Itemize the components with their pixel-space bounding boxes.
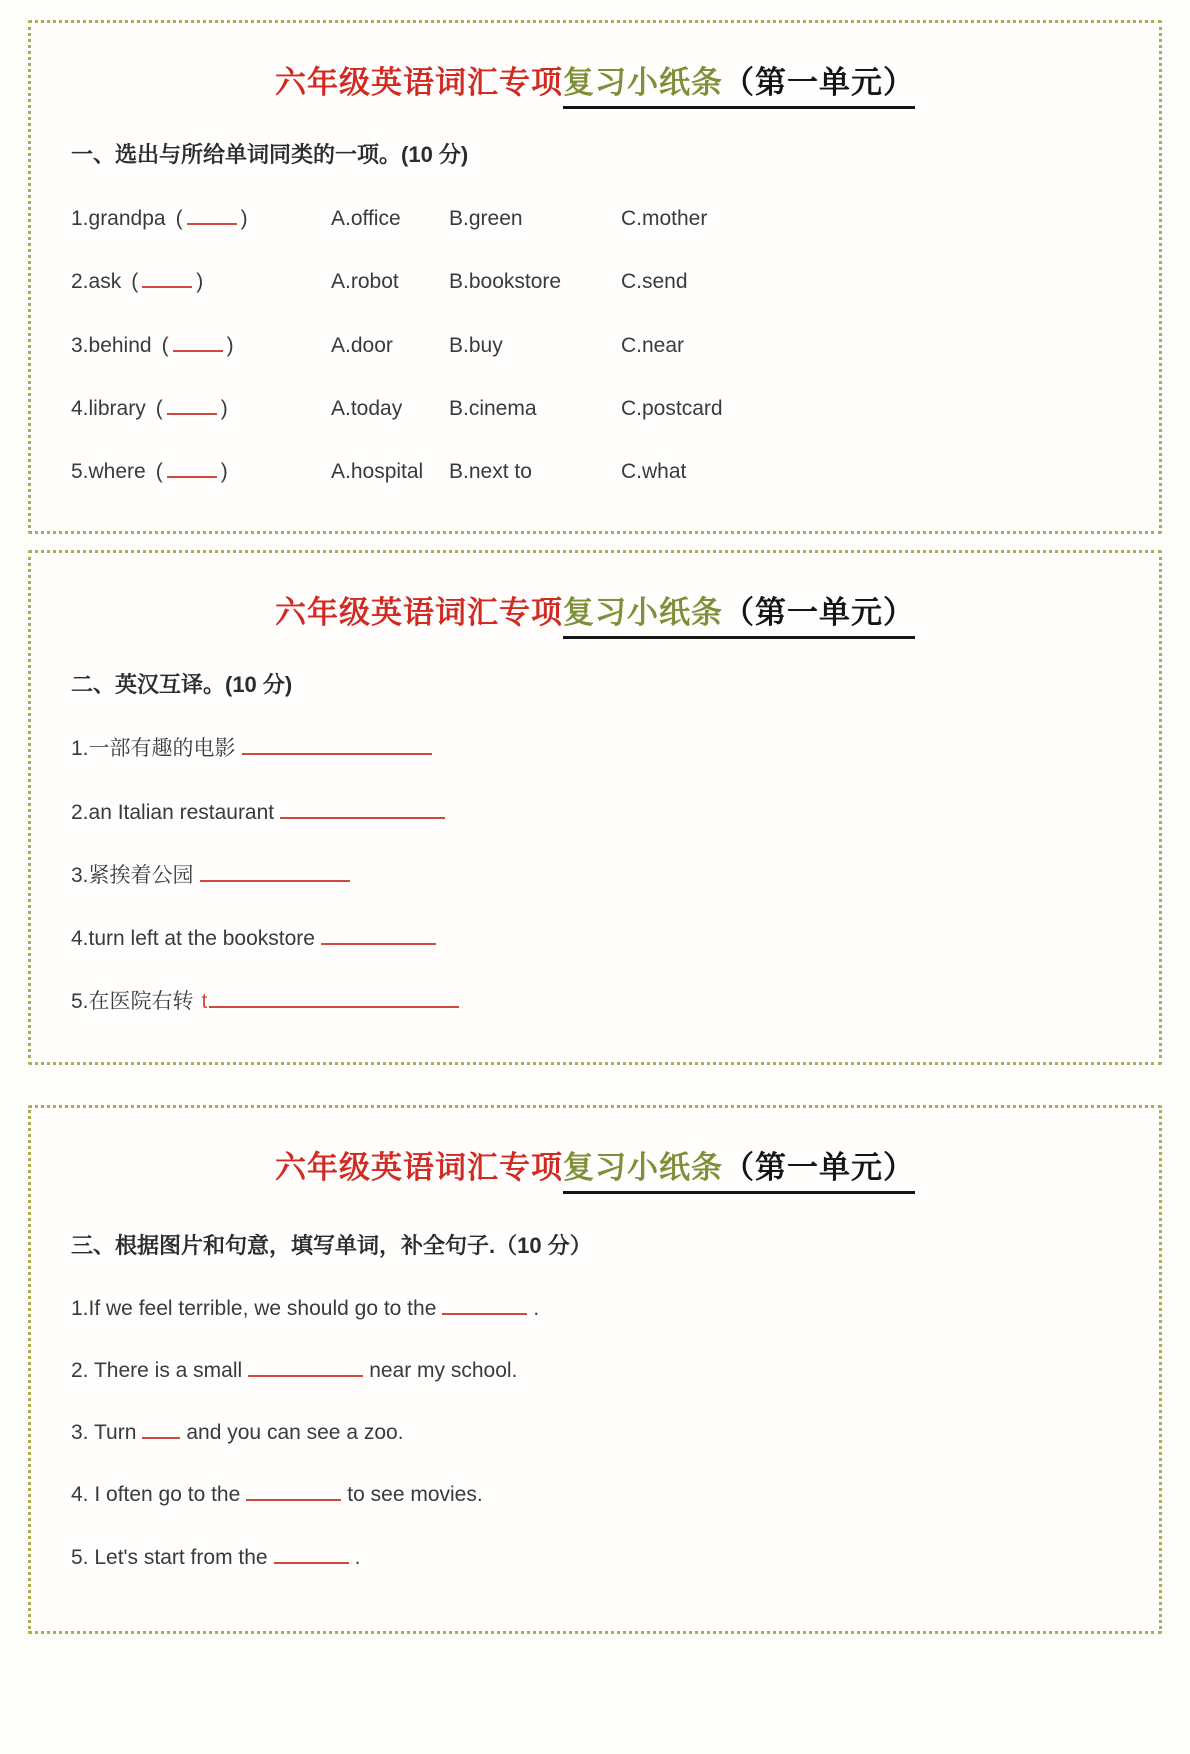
answer-blank [209,993,459,1008]
question-text: 5.在医院右转 [71,990,194,1014]
answer-blank [131,270,203,293]
question-text: 1.一部有趣的电影 [71,737,236,761]
worksheet-title [71,1142,1119,1187]
question-post: to see movies. [347,1483,483,1507]
paren-open: ( [155,460,163,483]
section-heading: 二、英汉互译。(10 分) [71,672,293,698]
answer-blank [156,460,228,483]
question-row [71,1482,1119,1508]
question-row [71,800,1119,826]
option-a: A.today [331,396,403,420]
option-a: A.hospital [331,460,424,483]
question-pre: 3. Turn [71,1421,137,1444]
question-text: 2.an Italian restaurant [71,800,275,824]
option-b: B.green [449,207,523,230]
worksheet-card-2 [28,550,1162,1064]
paren-close: ) [196,270,204,294]
answer-blank [142,1424,180,1439]
question-row [71,1358,1119,1384]
answer-blank [442,1300,527,1315]
option-b: B.cinema [449,396,537,420]
question-pre: 1.If we feel terrible, we should go to the [71,1296,437,1320]
title-red-part: 六年级英语词汇专项 [275,1149,563,1185]
option-a: A.office [331,207,401,230]
answer-blank [248,1362,363,1377]
title-red-part: 六年级英语词汇专项 [275,65,563,100]
title-green-part: 复习小纸条 [563,595,723,631]
question-row [71,333,1119,359]
question-stem: 2.ask [71,270,122,294]
paren-close: ) [220,460,228,483]
question-row [71,926,1119,952]
worksheet-title [71,587,1119,632]
question-row [71,269,1119,295]
answer-blank [274,1549,349,1564]
worksheet-card-3 [28,1105,1162,1634]
blank-line [173,340,223,352]
answer-blank [280,804,445,819]
title-green-part: 复习小纸条 [563,65,723,100]
blank-line [142,276,192,288]
title-red-part: 六年级英语词汇专项 [275,595,563,631]
option-b: B.buy [449,333,503,357]
question-row [71,459,1119,485]
answer-blank [242,740,432,755]
paren-open: ( [161,333,169,357]
question-row [71,396,1119,422]
question-row [71,1296,1119,1322]
question-row [71,736,1119,762]
paren-close: ) [220,396,228,420]
worksheet-card-1 [28,20,1162,534]
question-text: 4.turn left at the bookstore [71,927,315,950]
question-row [71,989,1119,1015]
blank-line [187,213,237,225]
blank-line [167,466,217,478]
title-black-part: （第一单元） [723,1149,915,1185]
title-black-part: （第一单元） [723,65,915,100]
question-row [71,1545,1119,1571]
paren-open: ( [131,270,139,294]
option-b: B.next to [449,460,532,483]
title-black-part: （第一单元） [723,595,915,631]
question-stem: 1.grandpa [71,207,166,230]
question-post: near my school. [369,1358,518,1382]
blank-line [167,403,217,415]
question-pre: 4. I often go to the [71,1483,241,1507]
option-c: C.near [621,333,685,357]
question-row [71,863,1119,889]
option-c: C.send [621,270,688,294]
answer-prefix: t [201,990,208,1014]
section-heading: 三、根据图片和句意，填写单词，补全句子.（10 分） [71,1232,592,1258]
option-c: C.what [621,460,687,483]
option-b: B.bookstore [449,270,562,294]
paren-open: ( [175,207,183,230]
question-row [71,1420,1119,1446]
question-post: and you can see a zoo. [186,1421,404,1444]
paren-open: ( [155,396,163,420]
question-text: 3.紧挨着公园 [71,863,194,887]
option-a: A.door [331,333,393,357]
question-pre: 5. Let's start from the [71,1545,268,1569]
question-stem: 5.where [71,460,146,483]
question-pre: 2. There is a small [71,1358,243,1382]
answer-blank [156,397,228,420]
answer-blank [246,1486,341,1501]
option-c: C.postcard [621,396,723,420]
option-c: C.mother [621,207,708,230]
worksheet-title [71,57,1119,102]
question-post: . [533,1296,540,1320]
title-green-part: 复习小纸条 [563,1149,723,1185]
section-heading: 一、选出与所给单词同类的一项。(10 分) [71,142,469,167]
question-stem: 4.library [71,396,146,420]
answer-blank [162,334,234,357]
paren-close: ) [240,207,248,230]
option-a: A.robot [331,270,399,294]
answer-blank [176,207,248,230]
question-post: . [354,1545,361,1569]
answer-blank [321,930,436,945]
paren-close: ) [226,333,234,357]
question-stem: 3.behind [71,333,152,357]
answer-blank [200,867,350,882]
question-row [71,206,1119,232]
